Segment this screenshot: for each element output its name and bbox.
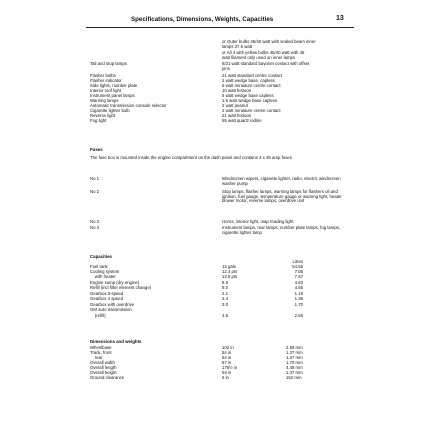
bulb-row-label: Flasher indicator bbox=[90, 78, 122, 83]
capacity-litres: 1.36 bbox=[294, 296, 303, 301]
capacities-heading: Capacities bbox=[90, 254, 112, 259]
bulb-row-label: Interior roof light bbox=[90, 88, 122, 93]
capacity-units: 3.0 bbox=[222, 302, 228, 307]
capacity-units: 4.5 bbox=[222, 313, 228, 318]
bulb-row-label: Automatic transmission console selector bbox=[90, 103, 167, 108]
dimension-label: Overall height bbox=[90, 370, 117, 375]
capacity-litres: 2.56 bbox=[294, 313, 303, 318]
dimensions-heading: Dimensions and weights bbox=[90, 339, 142, 344]
capacity-label: GM auto transmission bbox=[90, 307, 132, 312]
dimension-inches: 67 in bbox=[222, 360, 232, 365]
capacity-litres: 1.19 bbox=[294, 291, 303, 296]
capacity-units: 12.4 pts bbox=[222, 269, 238, 274]
capacity-label: Gearbox 4 speed bbox=[90, 296, 123, 301]
dimension-label: Track, front bbox=[90, 350, 112, 355]
bulb-intro-line: lamps 37.5 watt bbox=[222, 44, 253, 49]
fuse-label: No 1 bbox=[90, 176, 100, 181]
bulb-row-label: Flasher bulbs bbox=[90, 73, 116, 78]
capacity-litres: 7.05 bbox=[294, 269, 303, 274]
capacity-label: Gearbox with overdrive bbox=[90, 302, 135, 307]
bulb-row-label: Side lights, number plate bbox=[90, 83, 138, 88]
litres-column-header: Litres bbox=[292, 259, 303, 264]
bulb-row-value: 5 watt wedge base capless bbox=[222, 93, 274, 98]
page-number: 13 bbox=[336, 15, 344, 22]
capacity-litres: 7.67 bbox=[294, 274, 303, 279]
dimension-mm: 1.37 mm bbox=[286, 355, 303, 360]
bulb-row-value: pins bbox=[222, 66, 230, 71]
fuse-circuits: Instrument lamps, rear lamps, number plate lamps, fog lamps, cigarette lighter lamp bbox=[222, 225, 340, 235]
bulb-row-value: 21 watt festoon bbox=[222, 113, 252, 118]
capacity-units: 8.0 bbox=[222, 285, 228, 290]
fuses-heading: Fuses bbox=[90, 147, 103, 152]
bulb-row-value: 6 watt miniature centre contact bbox=[222, 83, 281, 88]
bulb-intro-line: or Outer bulbs 45/40 watt with sealed beam inner bbox=[222, 39, 316, 44]
capacity-units: 12 gals bbox=[222, 264, 236, 269]
dimension-mm: 152 mm bbox=[286, 375, 302, 380]
dimension-label: Wheelbase bbox=[90, 345, 112, 350]
capacity-litres: 1.70 bbox=[294, 302, 303, 307]
capacity-label: with heater bbox=[90, 274, 116, 279]
bulb-intro-line: watt filament only used on inner lamps bbox=[222, 55, 296, 60]
capacity-units: 8.5 bbox=[222, 280, 228, 285]
capacity-units: 2.1 bbox=[222, 291, 228, 296]
capacity-litres: 4.55 bbox=[294, 285, 303, 290]
capacity-label: Refill (incl filter element change) bbox=[90, 285, 152, 290]
dimension-label: Ground clearance bbox=[90, 375, 125, 380]
capacity-litres: 4.83 bbox=[294, 280, 303, 285]
bulb-row-value: 6/21 watt standard bayonet contact with offset bbox=[222, 61, 310, 66]
bulb-intro-line: or All 4 with yellow bulbs 45/40 watt with 45 bbox=[222, 50, 305, 55]
bulb-row-value: 2 watt wedge base, capless bbox=[222, 78, 275, 83]
fuse-label: No 2 bbox=[90, 189, 100, 194]
dimension-inches: 54 in bbox=[222, 350, 232, 355]
capacity-units: 13.5 pts bbox=[222, 274, 238, 279]
capacity-label: Engine sump (dry engine) bbox=[90, 280, 140, 285]
fuse-label: No 3 bbox=[90, 219, 100, 224]
bulb-row-label: Cigarette lighter bulb bbox=[90, 108, 130, 113]
dimension-inches: 54 in bbox=[222, 370, 232, 375]
fuse-label: No 4 bbox=[90, 225, 100, 230]
capacity-label: Gearbox 3-speed bbox=[90, 291, 124, 296]
bulb-row-value: 10 watt festoon bbox=[222, 88, 252, 93]
fuse-circuits: Horns, interior light, map reading light bbox=[222, 219, 294, 224]
bulb-row-value: 1.5 watt wedge base capless bbox=[222, 98, 278, 103]
bulb-row-value: 55 watt quartz iodine bbox=[222, 118, 262, 123]
capacity-units: 2.4 bbox=[222, 296, 228, 301]
bulb-row-label: Reverse light bbox=[90, 113, 116, 118]
dimension-inches: 54 in bbox=[222, 355, 232, 360]
dimension-mm: 1.70 mm bbox=[286, 360, 303, 365]
bulb-row-label: Instrument panel lamps bbox=[90, 93, 135, 98]
fuse-circuits: Windscreen wipers, cigarette lighter, radio, electric windscreen washer pump bbox=[222, 176, 341, 186]
bulb-row-value: 2 watt miniature centre contact bbox=[222, 108, 281, 113]
capacity-label: Cooling system bbox=[90, 269, 120, 274]
dimension-inches: 6 in bbox=[222, 375, 229, 380]
bulb-row-label: Warning lamps bbox=[90, 98, 119, 103]
header-rule bbox=[86, 27, 354, 28]
capacity-litres: 54.55 bbox=[292, 264, 303, 269]
dimension-mm: 2.59 mm bbox=[286, 345, 303, 350]
dimension-label: Overall width bbox=[90, 360, 115, 365]
bulb-row-label: Tail and stop lamps bbox=[90, 61, 127, 66]
dimension-mm: 1.37 mm bbox=[286, 370, 303, 375]
bulb-row-value: 21 watt standard centre contact bbox=[222, 73, 282, 78]
page-title: Specifications, Dimensions, Weights, Capacities bbox=[131, 16, 274, 23]
bulb-row-label: Fog light bbox=[90, 118, 107, 123]
fuses-intro: The fuse box is mounted inside the engine compartment on the dash panel and contains 4 x 35 amp fuses bbox=[90, 155, 292, 160]
dimension-mm: 1.37 mm bbox=[286, 350, 303, 355]
bulb-row-value: 2 watt peanut bbox=[222, 103, 248, 108]
dimension-mm: 4.48 mm bbox=[286, 365, 303, 370]
dimension-inches: 176½ in bbox=[222, 365, 238, 370]
capacity-label: (refill) bbox=[90, 313, 106, 318]
dimension-label: rear bbox=[90, 355, 103, 360]
capacity-label: Fuel tank bbox=[90, 264, 108, 269]
dimension-inches: 102 in bbox=[222, 345, 234, 350]
fuse-circuits: Stop lamps, flasher lamps, warning lamps for flashers oil and ignition, fuel gauge, temperature gauge or warning light, heater blower motor, reverse lamps, overdrive unit bbox=[222, 189, 342, 204]
dimension-label: Overall length bbox=[90, 365, 117, 370]
